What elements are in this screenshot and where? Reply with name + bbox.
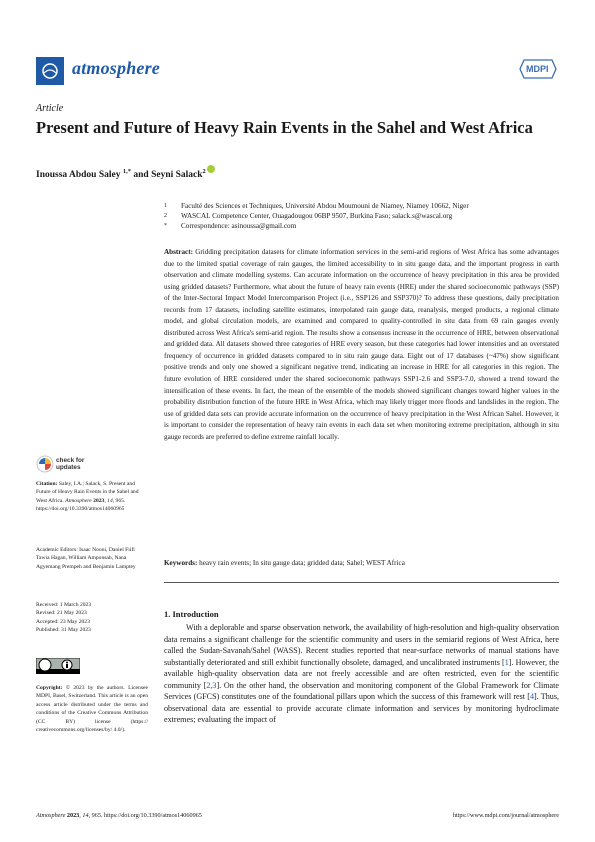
section-divider xyxy=(164,582,559,583)
author-1-affiliation: 1,* xyxy=(122,168,131,175)
author-2[interactable]: Seyni Salack xyxy=(151,170,203,181)
check-updates-icon xyxy=(36,455,54,473)
affiliation-number: 2 xyxy=(164,213,167,219)
citation-doi[interactable]: , 965. https://doi.org/10.3390/atmos14060965 xyxy=(36,497,126,513)
author-conjunction: and xyxy=(133,170,149,181)
academic-editors: Academic Editors: Isaac Nooni, Daniel Fiifi Tawia Hagan, William Amponsah, Nana Agyemang Prempeh and Benjamin Lamptey xyxy=(36,547,136,570)
copyright-text: © 2023 by the authors. Licensee MDPI, Basel, Switzerland. This article is an open access article distributed under the terms and conditions of the Creative Commons Attribution (CC BY) license (https:// creativecommons.org/licenses/by/ 4.0/). xyxy=(36,685,148,734)
author-list xyxy=(36,165,215,180)
atmosphere-logo-icon xyxy=(40,61,60,81)
accepted-date: Accepted: 23 May 2023 xyxy=(36,618,90,625)
citation-block: Citation: Saley, I.A.; Salack, S. Present and Future of Heavy Rain Events in the Sahel and West Africa. Atmosphere 2023, 14, 965. https://doi.org/10.3390/atmos14060965 xyxy=(36,481,139,513)
received-date: Received: 1 March 2023 xyxy=(36,602,92,608)
intro-text-a: With a deplorable and sparse observation network, the availability of high-resolution and high-quality observation data remains a significant challenge for the scientific community and users in the semiarid regions of West Africa, here called the Sudan-Savanah/Sahel (WASS). Recent studies reported that near-surface networks of manual stations have substantially deteriorated and still exhibit functionally obsolete, damaged, and uncalibrated instruments [ xyxy=(164,623,559,667)
intro-text-c: ]. On the other hand, the observation and monitoring component of the Global Framework for Climate Services (GFCS) constitutes one of the foundational pillars upon which the success of this framework will rest [ xyxy=(164,680,559,702)
author-2-affiliation: 2 xyxy=(202,168,206,175)
revised-date: Revised: 21 May 2023 xyxy=(36,610,87,617)
keywords xyxy=(164,558,559,568)
author-1[interactable]: Inoussa Abdou Saley xyxy=(36,170,121,181)
check-for-updates-badge[interactable] xyxy=(36,455,96,477)
dates-block xyxy=(36,601,148,635)
affiliation-number: * xyxy=(164,223,167,229)
cc-by-icon xyxy=(36,658,80,674)
keywords-label: Keywords: xyxy=(164,559,198,567)
intro-text-d: ]. Thus, observational data are essential to provide accurate climate information and services by monitoring hydroclimate extremes; evaluating the impact of xyxy=(164,692,559,725)
introduction-body xyxy=(164,622,559,726)
check-updates-line2: updates xyxy=(56,464,81,471)
footer-journal: Atmosphere xyxy=(36,812,66,819)
footer-volume: 14 xyxy=(82,812,89,819)
citation-journal: Atmosphere xyxy=(65,497,92,504)
keywords-text: heavy rain events; In situ gauge data; gridded data; Sahel; WEST Africa xyxy=(199,559,405,567)
abstract-text: Gridding precipitation datasets for climate information services in the semi-arid regions of West Africa has some advantages due to the limited spatial coverage of rain gauges, the limited accessibility to in situ gauge data, and the important progress in earth observation and climate modelling systems. Can accurate information on the occurrence of heavy precipitation in this area be provided using gridded datasets? Furthermore, what about the future of heavy rain events (HRE) under the shared socioeconomic pathways (SSP) of the Inter-Sectoral Impact Model Intercomparison Project (i.e., SSP126 and SSP370)? To address these questions, daily precipitation records from 17 datasets, including satellite estimates, interpolated rain gauge data, reanalysis, merged products, a regional climate model, and global circulation models, are examined and compared to quality-controlled in situ data from 69 rain gauges evenly distributed across West Africa's semi-arid region. The results show a consensus increase in the occurrence of HRE, between observational and gridded data. All datasets showed three categories of HRE every season, but these categories had lower intensities and an overstated frequency of occurrence in gridded datasets compared to in situ rain gauge data. Eight out of 17 databases (~47%) show significant positive trends and only one showed a significant negative trend, indicating an increase in HRE for all categories in this region. The future evolution of HRE considered under the shared socioeconomic pathways SSP1-2.6 and SSP3-7.0, showed a trend toward the intensification of these events. In fact, the mean of the ensemble of the models showed significant changes toward higher values in the probability distribution function of the future HRE in West Africa, which may likely trigger more floods and landslides in the region. The use of gridded data sets can provide accurate information on the occurrence of heavy precipitation in the West African Sahel. However, it is important to consider the representation of heavy rain events in each data set when monitoring extreme precipitation, although in situ gauge records are preferred to define extreme rainfall locally. xyxy=(164,248,559,441)
section-heading: 1. Introduction xyxy=(164,609,219,619)
footer-year: 2023 xyxy=(66,812,80,819)
citation-year: 2023 xyxy=(93,497,105,504)
affiliation-text: Faculté des Sciences et Techniques, Université Abdou Moumouni de Niamey, Niamey 10662, Niger xyxy=(181,202,469,210)
article-title: Present and Future of Heavy Rain Events in the Sahel and West Africa xyxy=(36,118,533,137)
affiliation-number: 1 xyxy=(164,203,167,209)
intro-text-b: ]. However, the available high-quality observation data are not freely accessible and are often restricted, even for the scientific community [ xyxy=(164,657,559,690)
check-updates-text xyxy=(56,457,84,471)
journal-logo xyxy=(36,57,64,85)
check-updates-line1: check for xyxy=(56,457,85,464)
footer-doi[interactable]: , 965. https://doi.org/10.3390/atmos14060965 xyxy=(88,812,202,819)
article-type: Article xyxy=(36,103,64,114)
reference-link[interactable]: 2,3 xyxy=(206,680,217,690)
affiliation-text: WASCAL Competence Center, Ouagadougou 06BP 9507, Burkina Faso; salack.s@wascal.org xyxy=(181,212,453,220)
footer-citation: Atmosphere 2023, 14, 965. https://doi.org/10.3390/atmos14060965 xyxy=(36,812,202,819)
copyright-label: Copyright: xyxy=(36,685,63,691)
citation-label: Citation: xyxy=(36,481,58,487)
correspondence-text: Correspondence: asinoussa@gmail.com xyxy=(181,222,297,230)
reference-link[interactable]: 4 xyxy=(529,692,534,702)
footer-journal-url[interactable]: https://www.mdpi.com/journal/atmosphere xyxy=(452,812,559,819)
reference-link[interactable]: 1 xyxy=(504,657,509,667)
publisher-logo xyxy=(518,58,558,80)
abstract xyxy=(164,247,559,443)
published-date: Published: 31 May 2023 xyxy=(36,627,91,634)
cc-by-license-badge[interactable] xyxy=(36,658,80,674)
orcid-icon[interactable] xyxy=(207,165,215,173)
abstract-label: Abstract: xyxy=(164,248,193,256)
publisher-name: MDPI xyxy=(526,64,549,74)
citation-volume: 14 xyxy=(107,497,113,504)
journal-name: atmosphere xyxy=(72,58,161,78)
introduction-paragraph xyxy=(164,622,559,726)
copyright-block xyxy=(36,684,148,734)
citation-text: Saley, I.A.; Salack, S. Present and Future of Heavy Rain Events in the Sahel and West Africa. xyxy=(36,481,139,504)
